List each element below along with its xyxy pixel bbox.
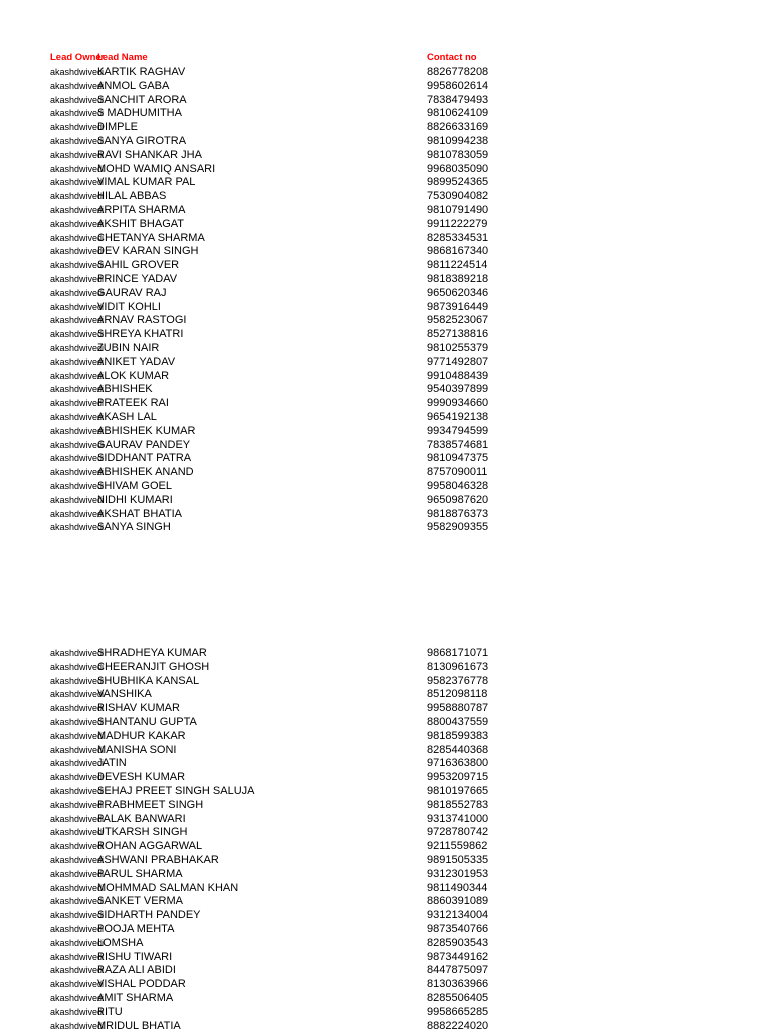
- lead-row: [0, 65, 768, 79]
- lead-owner-cell: akashdwivedi: [50, 149, 105, 160]
- contact-no-cell: 9868167340: [427, 245, 489, 258]
- contact-no-cell: 9582909355: [427, 521, 489, 534]
- lead-row: [0, 203, 768, 217]
- lead-owner-cell: akashdwivedi: [50, 522, 105, 533]
- lead-row: [0, 660, 768, 674]
- lead-name-cell: MRIDUL BHATIA: [97, 1019, 181, 1032]
- lead-name-cell: AKASH LAL: [97, 411, 157, 423]
- lead-owner-cell: akashdwivedi: [50, 274, 105, 284]
- contact-no-cell: 9873916449: [427, 300, 489, 313]
- contact-no-cell: 9810994238: [427, 135, 489, 147]
- lead-name-cell: DEV KARAN SINGH: [97, 245, 199, 258]
- lead-name-cell: PRABHMEET SINGH: [97, 798, 204, 811]
- lead-owner-cell: akashdwivedi: [50, 205, 105, 215]
- lead-name-cell: PALAK BANWARI: [97, 812, 186, 825]
- lead-name-cell: GAURAV PANDEY: [97, 438, 191, 451]
- lead-row: [0, 93, 768, 107]
- contact-no-cell: 8512098118: [427, 688, 488, 701]
- lead-name-cell: RISHAV KUMAR: [97, 702, 180, 715]
- contact-no-cell: 9313741000: [427, 812, 489, 825]
- lead-name-cell: MADHUR KAKAR: [97, 729, 186, 742]
- lead-row: [0, 520, 768, 534]
- lead-name-cell: ARNAV RASTOGI: [97, 314, 187, 327]
- lead-row: [0, 922, 768, 936]
- lead-name-cell: RAVI SHANKAR JHA: [97, 148, 202, 161]
- contact-no-cell: 9811224514: [427, 259, 488, 272]
- lead-row: [0, 327, 768, 341]
- contact-no-cell: 8130363966: [427, 978, 489, 991]
- lead-row: [0, 272, 768, 286]
- contact-no-cell: 8285334531: [427, 231, 489, 244]
- contact-no-cell: 9934794599: [427, 424, 489, 437]
- lead-name-cell: MOHD WAMIQ ANSARI: [97, 162, 216, 175]
- lead-row: [0, 313, 768, 327]
- lead-name-cell: ALOK KUMAR: [97, 369, 170, 382]
- contact-no-cell: 9810197665: [427, 785, 489, 797]
- lead-name-cell: AKSHIT BHAGAT: [97, 217, 185, 230]
- contact-no-cell: 9873540766: [427, 923, 489, 935]
- lead-owner-cell: akashdwivedi: [50, 508, 105, 519]
- lead-row: [0, 743, 768, 757]
- lead-row: [0, 424, 768, 438]
- contact-no-cell: 8447875097: [427, 964, 489, 977]
- lead-name-header: Lead Name: [97, 52, 148, 63]
- lead-owner-cell: akashdwivedi: [50, 246, 105, 257]
- lead-name-cell: JATIN: [97, 757, 127, 770]
- lead-owner-cell: akashdwivedi: [50, 868, 105, 879]
- lead-owner-cell: akashdwivedi: [50, 675, 105, 686]
- contact-no-cell: 9654192138: [427, 411, 489, 423]
- lead-name-cell: RAZA ALI ABIDI: [97, 964, 176, 977]
- lead-row: [0, 120, 768, 134]
- contact-no-cell: 8860391089: [427, 895, 489, 908]
- lead-name-cell: SHANTANU GUPTA: [97, 716, 197, 728]
- contact-no-cell: 9810255379: [427, 342, 489, 354]
- lead-name-cell: RISHU TIWARI: [97, 950, 173, 963]
- lead-owner-cell: akashdwivedi: [50, 94, 105, 105]
- lead-name-cell: SHREYA KHATRI: [97, 328, 184, 341]
- lead-owner-cell: akashdwivedi: [50, 799, 105, 810]
- lead-owner-cell: akashdwivedi: [50, 979, 105, 990]
- lead-name-cell: ROHAN AGGARWAL: [97, 840, 203, 853]
- contact-no-cell: 9728780742: [427, 826, 489, 839]
- contact-no-cell: 9958602614: [427, 79, 489, 92]
- lead-owner-cell: akashdwivedi: [50, 439, 105, 450]
- lead-name-cell: AMIT SHARMA: [97, 992, 174, 1004]
- lead-owner-cell: akashdwivedi: [50, 301, 105, 312]
- contact-no-cell: 8285440368: [427, 743, 489, 756]
- lead-name-cell: MANISHA SONI: [97, 743, 177, 756]
- lead-name-cell: VIDIT KOHLI: [97, 300, 161, 313]
- lead-name-cell: ABHISHEK KUMAR: [97, 424, 196, 437]
- lead-owner-cell: akashdwivedi: [50, 855, 105, 865]
- lead-row: [0, 756, 768, 770]
- contact-no-cell: 9716363800: [427, 757, 489, 770]
- lead-owner-cell: akashdwivedi: [50, 993, 105, 1003]
- contact-no-cell: 9818599383: [427, 729, 489, 742]
- lead-name-cell: PRATEEK RAI: [97, 397, 169, 410]
- lead-owner-cell: akashdwivedi: [50, 772, 105, 783]
- lead-row: [0, 798, 768, 812]
- lead-owner-cell: akashdwivedi: [50, 218, 105, 229]
- lead-row: [0, 950, 768, 964]
- lead-owner-cell: akashdwivedi: [50, 758, 105, 769]
- lead-name-cell: HILAL ABBAS: [97, 190, 167, 203]
- lead-row: [0, 687, 768, 701]
- lead-owner-cell: akashdwivedi: [50, 343, 105, 353]
- lead-row: [0, 812, 768, 826]
- contact-no-cell: 9810947375: [427, 452, 489, 465]
- contact-no-header: Contact no: [427, 52, 477, 63]
- lead-owner-cell: akashdwivedi: [50, 882, 105, 893]
- lead-name-cell: SHRADHEYA KUMAR: [97, 647, 207, 659]
- lead-name-cell: LOMSHA: [97, 936, 144, 949]
- contact-no-cell: 9540397899: [427, 383, 489, 396]
- lead-name-cell: POOJA MEHTA: [97, 923, 175, 935]
- contact-no-cell: 8527138816: [427, 328, 489, 341]
- lead-row: [0, 341, 768, 355]
- lead-row: [0, 977, 768, 991]
- lead-row: [0, 963, 768, 977]
- lead-row: [0, 134, 768, 148]
- lead-row: [0, 784, 768, 798]
- lead-owner-cell: akashdwivedi: [50, 730, 105, 741]
- lead-owner-cell: akashdwivedi: [50, 703, 105, 714]
- lead-name-cell: ASHWANI PRABHAKAR: [97, 854, 219, 866]
- lead-owner-cell: akashdwivedi: [50, 841, 105, 852]
- lead-owner-cell: akashdwivedi: [50, 356, 105, 367]
- lead-row: [0, 507, 768, 521]
- contact-no-cell: 9899524365: [427, 176, 489, 189]
- lead-owner-cell: akashdwivedi: [50, 287, 105, 298]
- contact-no-cell: 9818876373: [427, 507, 489, 520]
- lead-owner-cell: akashdwivedi: [50, 398, 105, 409]
- contact-no-cell: 9582523067: [427, 314, 489, 327]
- lead-name-cell: VANSHIKA: [97, 688, 152, 701]
- contact-no-cell: 9650987620: [427, 493, 489, 506]
- lead-owner-cell: akashdwivedi: [50, 813, 105, 824]
- lead-name-cell: SHIVAM GOEL: [97, 480, 172, 492]
- lead-owner-cell: akashdwivedi: [50, 494, 105, 505]
- contact-no-cell: 8826778208: [427, 66, 489, 78]
- lead-name-cell: PARUL SHARMA: [97, 867, 183, 880]
- lead-row: [0, 438, 768, 452]
- contact-no-cell: 9771492807: [427, 355, 489, 368]
- lead-name-cell: SEHAJ PREET SINGH SALUJA: [97, 785, 255, 797]
- lead-row: [0, 286, 768, 300]
- lead-row: [0, 646, 768, 660]
- lead-owner-cell: akashdwivedi: [50, 163, 105, 174]
- lead-owner-cell: akashdwivedi: [50, 67, 105, 77]
- lead-name-cell: ABHISHEK: [97, 383, 153, 396]
- lead-name-cell: ABHISHEK ANAND: [97, 466, 194, 479]
- lead-name-cell: SANYA GIROTRA: [97, 135, 187, 147]
- contact-no-cell: 9312301953: [427, 867, 489, 880]
- lead-row: [0, 106, 768, 120]
- contact-no-cell: 9873449162: [427, 950, 489, 963]
- contact-no-cell: 9818389218: [427, 273, 489, 285]
- lead-row: [0, 894, 768, 908]
- lead-owner-cell: akashdwivedi: [50, 80, 105, 91]
- lead-name-cell: RITU: [97, 1005, 123, 1018]
- contact-no-cell: 8882224020: [427, 1019, 489, 1032]
- lead-name-cell: SANYA SINGH: [97, 521, 171, 534]
- lead-owner-cell: akashdwivedi: [50, 232, 105, 243]
- contact-no-cell: 9891505335: [427, 854, 489, 866]
- lead-owner-cell: akashdwivedi: [50, 481, 105, 491]
- lead-owner-cell: akashdwivedi: [50, 191, 105, 202]
- lead-owner-cell: akashdwivedi: [50, 1020, 105, 1031]
- lead-row: [0, 148, 768, 162]
- lead-row: [0, 465, 768, 479]
- lead-name-cell: NIDHI KUMARI: [97, 493, 173, 506]
- lead-name-cell: UTKARSH SINGH: [97, 826, 188, 839]
- contact-no-cell: 9958046328: [427, 480, 489, 492]
- lead-owner-cell: akashdwivedi: [50, 827, 105, 838]
- lead-row: [0, 1019, 768, 1033]
- lead-row: [0, 189, 768, 203]
- contact-no-cell: 8800437559: [427, 716, 489, 728]
- contact-no-cell: 7838574681: [427, 438, 489, 451]
- lead-owner-cell: akashdwivedi: [50, 453, 105, 464]
- lead-row: [0, 300, 768, 314]
- contact-no-cell: 9810791490: [427, 204, 489, 216]
- lead-owner-cell: akashdwivedi: [50, 689, 105, 700]
- lead-owner-cell: akashdwivedi: [50, 910, 105, 921]
- lead-row: [0, 258, 768, 272]
- lead-row: [0, 908, 768, 922]
- lead-owner-cell: akashdwivedi: [50, 924, 105, 934]
- lead-name-cell: S MADHUMITHA: [97, 107, 182, 120]
- contact-no-cell: 7530904082: [427, 190, 489, 203]
- lead-name-cell: ARPITA SHARMA: [97, 204, 186, 216]
- lead-row: [0, 410, 768, 424]
- lead-owner-cell: akashdwivedi: [50, 937, 105, 948]
- contact-no-cell: 8826633169: [427, 121, 489, 134]
- lead-name-cell: AKSHAT BHATIA: [97, 507, 182, 520]
- lead-row: [0, 867, 768, 881]
- lead-owner-header: Lead Owner: [50, 52, 105, 63]
- lead-name-cell: ANMOL GABA: [97, 79, 170, 92]
- lead-name-cell: SHUBHIKA KANSAL: [97, 674, 200, 687]
- lead-owner-cell: akashdwivedi: [50, 329, 105, 340]
- contact-no-cell: 7838479493: [427, 93, 489, 106]
- lead-name-cell: CHETANYA SHARMA: [97, 231, 205, 244]
- lead-row: [0, 396, 768, 410]
- contact-no-cell: 9312134004: [427, 909, 489, 922]
- lead-row: [0, 853, 768, 867]
- lead-row: [0, 701, 768, 715]
- lead-row: [0, 729, 768, 743]
- lead-name-cell: DEVESH KUMAR: [97, 771, 186, 784]
- lead-name-cell: KARTIK RAGHAV: [97, 66, 186, 78]
- contact-no-cell: 9968035090: [427, 162, 489, 175]
- lead-name-cell: SIDDHANT PATRA: [97, 452, 192, 465]
- lead-owner-cell: akashdwivedi: [50, 786, 105, 796]
- lead-row: [0, 936, 768, 950]
- lead-row: [0, 244, 768, 258]
- lead-name-cell: VIMAL KUMAR PAL: [97, 176, 196, 189]
- contact-no-cell: 9582376778: [427, 674, 489, 687]
- lead-row: [0, 493, 768, 507]
- lead-row: [0, 175, 768, 189]
- lead-owner-cell: akashdwivedi: [50, 177, 105, 188]
- lead-owner-cell: akashdwivedi: [50, 648, 105, 658]
- lead-name-cell: SAHIL GROVER: [97, 259, 180, 272]
- contact-no-cell: 9810783059: [427, 148, 489, 161]
- lead-name-cell: SIDHARTH PANDEY: [97, 909, 201, 922]
- lead-row: [0, 79, 768, 93]
- contact-no-cell: 9958665285: [427, 1005, 489, 1018]
- contact-no-cell: 8285903543: [427, 936, 489, 949]
- lead-name-cell: PRINCE YADAV: [97, 273, 178, 285]
- lead-name-cell: MOHMMAD SALMAN KHAN: [97, 881, 239, 894]
- lead-owner-cell: akashdwivedi: [50, 661, 105, 672]
- lead-row: [0, 479, 768, 493]
- lead-owner-cell: akashdwivedi: [50, 122, 105, 133]
- lead-owner-cell: akashdwivedi: [50, 136, 105, 146]
- lead-row: [0, 839, 768, 853]
- contact-no-cell: 8285506405: [427, 992, 489, 1004]
- header-row: [0, 51, 768, 65]
- lead-owner-cell: akashdwivedi: [50, 260, 105, 271]
- lead-row: [0, 369, 768, 383]
- lead-name-cell: ANIKET YADAV: [97, 355, 176, 368]
- lead-owner-cell: akashdwivedi: [50, 951, 105, 962]
- lead-name-cell: GAURAV RAJ: [97, 286, 167, 299]
- contact-no-cell: 8757090011: [427, 466, 488, 479]
- lead-name-cell: SANKET VERMA: [97, 895, 183, 908]
- lead-row: [0, 825, 768, 839]
- lead-owner-cell: akashdwivedi: [50, 412, 105, 422]
- contact-no-cell: 9818552783: [427, 798, 489, 811]
- lead-owner-cell: akashdwivedi: [50, 370, 105, 381]
- lead-row: [0, 674, 768, 688]
- contact-no-cell: 9953209715: [427, 771, 489, 784]
- lead-owner-cell: akashdwivedi: [50, 1006, 105, 1017]
- lead-owner-cell: akashdwivedi: [50, 315, 105, 326]
- lead-name-cell: ZUBIN NAIR: [97, 342, 160, 354]
- lead-owner-cell: akashdwivedi: [50, 896, 105, 907]
- lead-owner-cell: akashdwivedi: [50, 744, 105, 755]
- lead-row: [0, 162, 768, 176]
- lead-row: [0, 382, 768, 396]
- contact-no-cell: 9810624109: [427, 107, 489, 120]
- contact-no-cell: 9910488439: [427, 369, 489, 382]
- contact-no-cell: 9868171071: [427, 647, 489, 659]
- contact-no-cell: 9958880787: [427, 702, 489, 715]
- lead-owner-cell: akashdwivedi: [50, 717, 105, 727]
- lead-row: [0, 991, 768, 1005]
- contact-no-cell: 9811490344: [427, 881, 488, 894]
- lead-row: [0, 451, 768, 465]
- lead-owner-cell: akashdwivedi: [50, 384, 105, 395]
- lead-name-cell: DIMPLE: [97, 121, 138, 134]
- lead-name-cell: CHEERANJIT GHOSH: [97, 660, 210, 673]
- lead-row: [0, 1005, 768, 1019]
- lead-owner-cell: akashdwivedi: [50, 425, 105, 436]
- lead-row: [0, 355, 768, 369]
- lead-owner-cell: akashdwivedi: [50, 108, 105, 119]
- lead-row: [0, 770, 768, 784]
- contact-no-cell: 9911222279: [427, 217, 488, 230]
- contact-no-cell: 9650620346: [427, 286, 489, 299]
- contact-no-cell: 8130961673: [427, 660, 489, 673]
- lead-owner-cell: akashdwivedi: [50, 467, 105, 478]
- lead-row: [0, 715, 768, 729]
- lead-row: [0, 881, 768, 895]
- lead-row: [0, 217, 768, 231]
- lead-name-cell: VISHAL PODDAR: [97, 978, 186, 991]
- contact-no-cell: 9211559862: [427, 840, 488, 853]
- lead-name-cell: SANCHIT ARORA: [97, 93, 187, 106]
- contact-no-cell: 9990934660: [427, 397, 489, 410]
- lead-row: [0, 231, 768, 245]
- lead-owner-cell: akashdwivedi: [50, 965, 105, 976]
